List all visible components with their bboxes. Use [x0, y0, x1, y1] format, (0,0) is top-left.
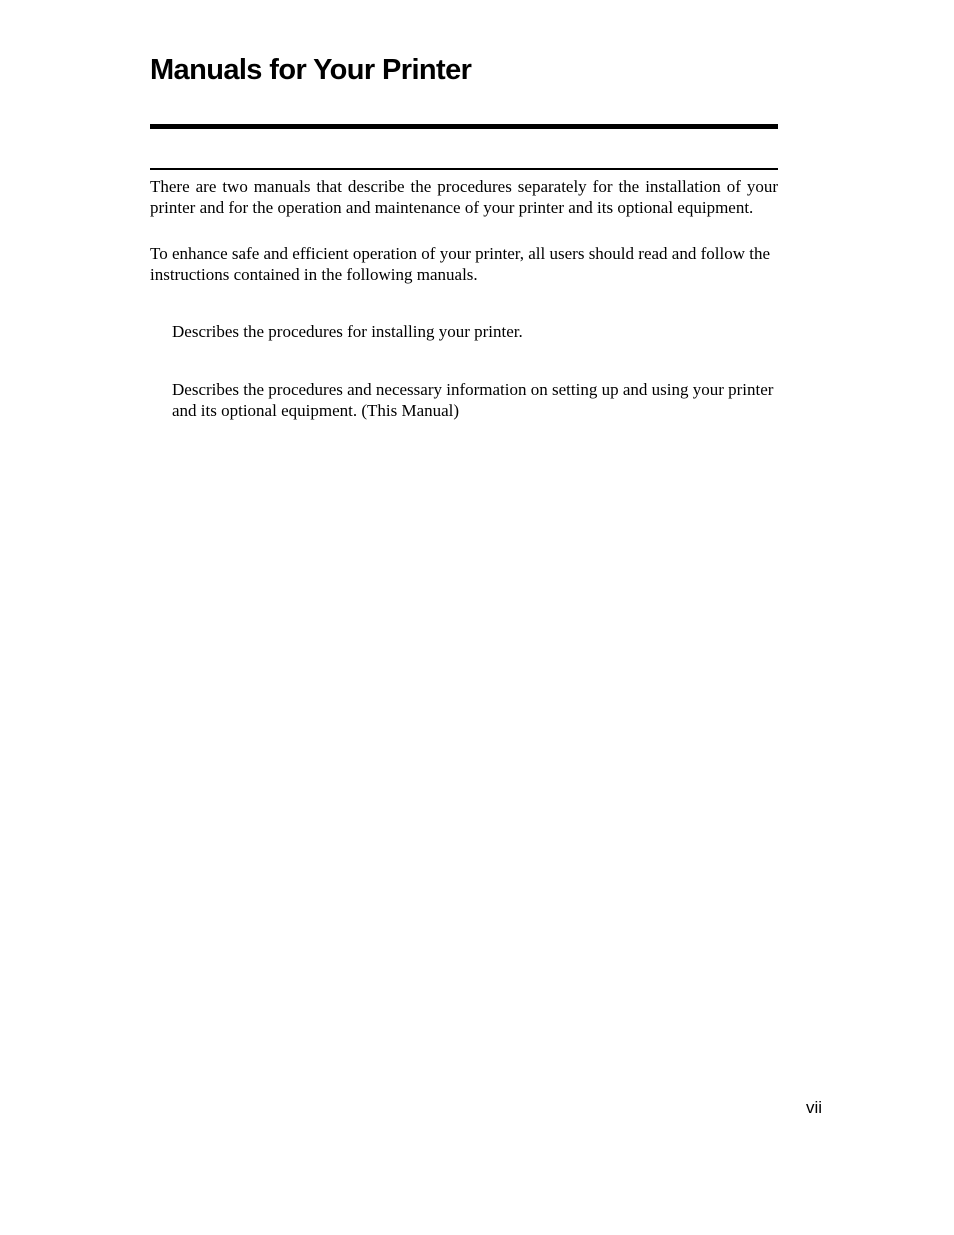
page-number: vii [805, 1098, 822, 1117]
section-divider-thin [150, 168, 778, 170]
manual-description-setup: Describes the procedures for installing your printer. [172, 322, 523, 341]
page-title: Manuals for Your Printer [150, 54, 472, 86]
intro-paragraph-1: There are two manuals that describe the procedures separately for the installation of your printer and for the operation and maintenance of your printer and its optional equipment. [150, 177, 778, 217]
title-divider-thick [150, 124, 778, 129]
intro-paragraph-2: To enhance safe and efficient operation of your printer, all users should read and follow the instructions contained in the following manuals. [150, 244, 770, 284]
manual-description-users-guide: Describes the procedures and necessary information on setting up and using your printer and its optional equipment. (This Manual) [172, 380, 774, 420]
